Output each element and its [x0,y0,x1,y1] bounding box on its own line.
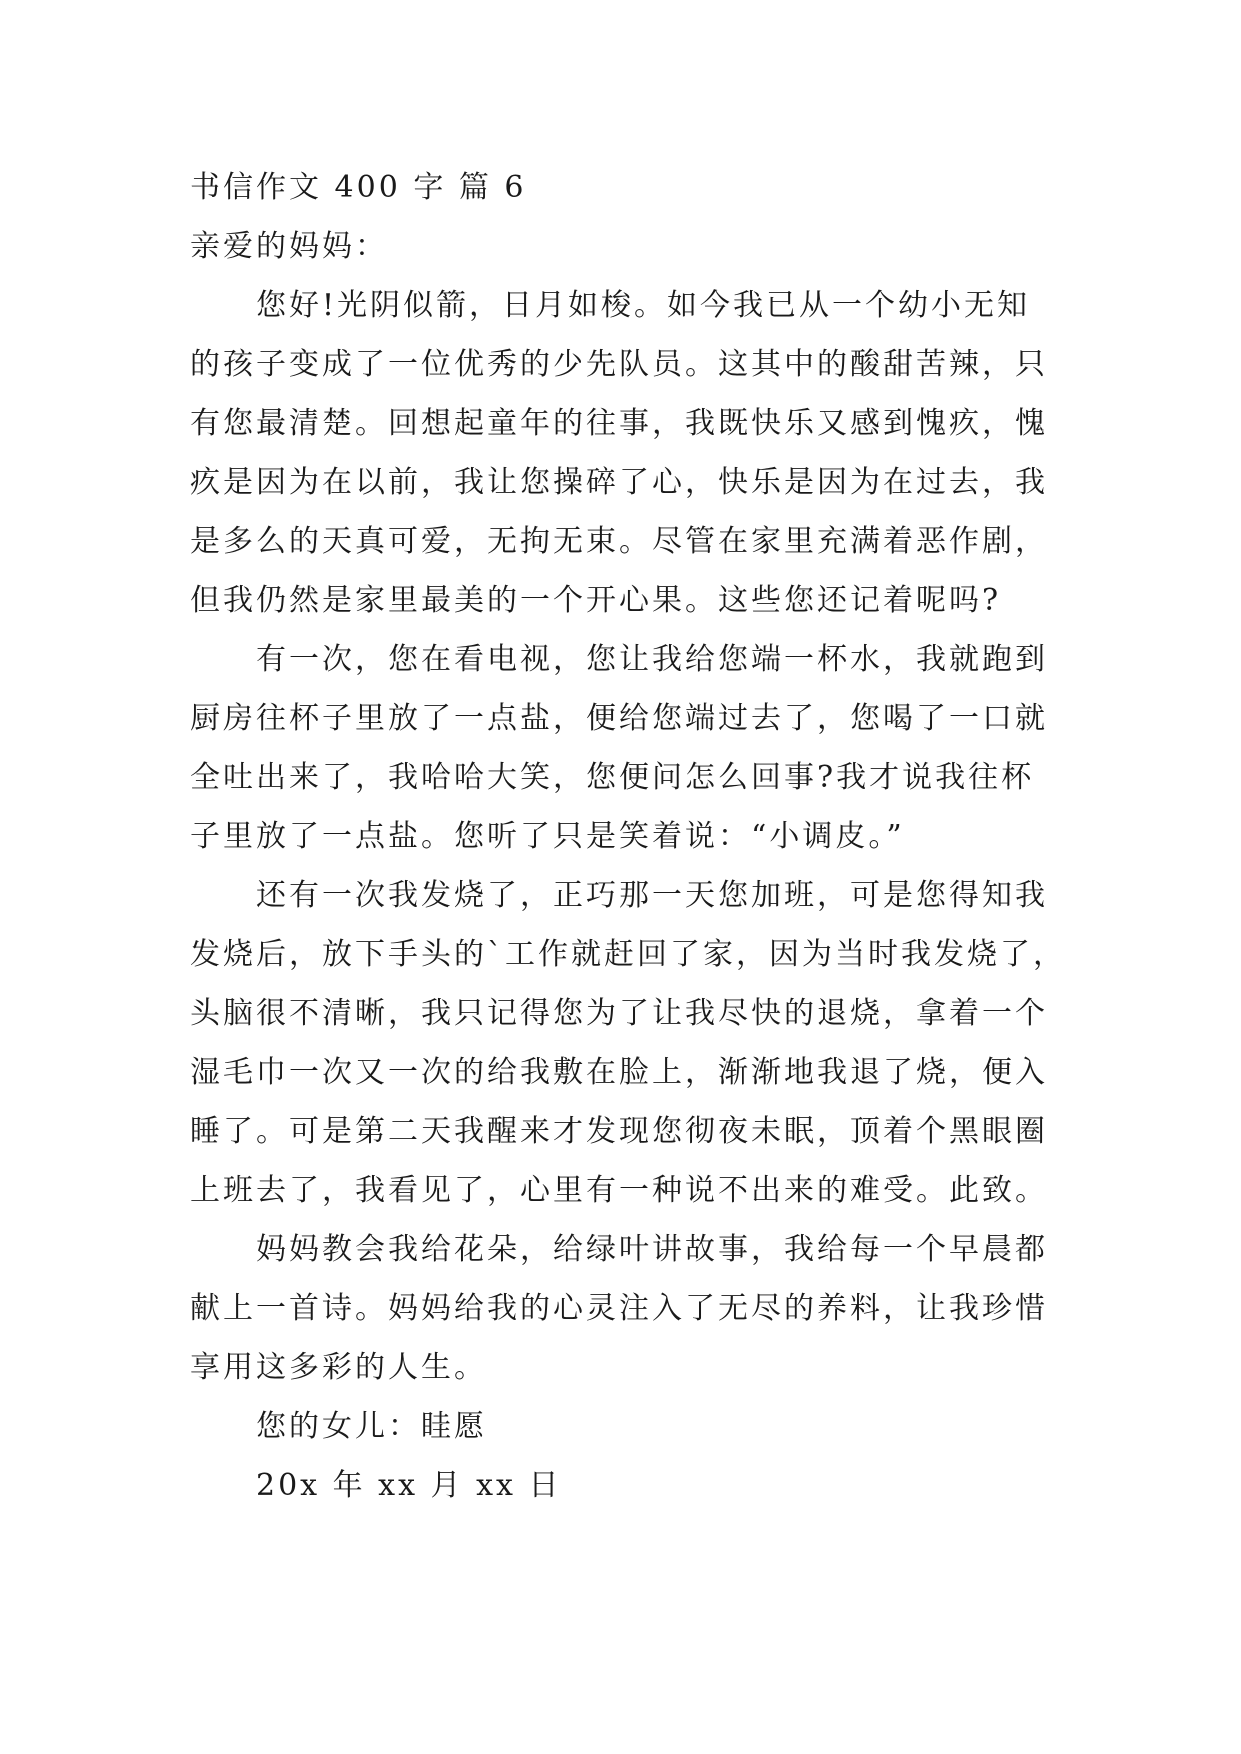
text-line: 发烧后，放下手头的`工作就赶回了家，因为当时我发烧了， [190,937,1066,972]
text-line: 湿毛巾一次又一次的给我敷在脸上，渐渐地我退了烧，便入 [190,1055,1048,1090]
letter-date: 20x 年 xx 月 xx 日 [256,1468,562,1503]
paragraph-4 [190,1220,1060,1397]
text-line: 子里放了一点盐。您听了只是笑着说：“小调皮。” [190,819,905,854]
text-line: 还有一次我发烧了，正巧那一天您加班，可是您得知我 [256,878,1048,913]
text-line: 全吐出来了，我哈哈大笑，您便问怎么回事?我才说我往杯 [190,760,1035,795]
signature: 您的女儿：眭愿 [256,1409,487,1444]
text-line: 享用这多彩的人生。 [190,1350,487,1385]
text-line: 但我仍然是家里最美的一个开心果。这些您还记着呢吗? [190,583,1002,618]
text-line: 睡了。可是第二天我醒来才发现您彻夜未眠，顶着个黑眼圈 [190,1114,1048,1149]
text-line: 妈妈教会我给花朵，给绿叶讲故事，我给每一个早晨都 [256,1232,1048,1267]
text-line: 献上一首诗。妈妈给我的心灵注入了无尽的养料，让我珍惜 [190,1291,1048,1326]
text-line: 您好!光阴似箭，日月如梭。如今我已从一个幼小无知 [256,288,1031,323]
text-line: 上班去了，我看见了，心里有一种说不出来的难受。此致。 [190,1173,1048,1208]
letter-page [190,158,1066,1515]
text-line: 有您最清楚。回想起童年的往事，我既快乐又感到愧疚，愧 [190,406,1048,441]
text-line: 是多么的天真可爱，无拘无束。尽管在家里充满着恶作剧， [190,524,1048,559]
document-title: 书信作文 400 字 篇 6 [190,170,527,205]
paragraph-1 [190,276,1060,630]
text-line: 厨房往杯子里放了一点盐，便给您端过去了，您喝了一口就 [190,701,1048,736]
text-line: 的孩子变成了一位优秀的少先队员。这其中的酸甜苦辣，只 [190,347,1048,382]
paragraph-2 [190,630,1060,866]
text-line: 有一次，您在看电视，您让我给您端一杯水，我就跑到 [256,642,1048,677]
text-line: 疚是因为在以前，我让您操碎了心，快乐是因为在过去，我 [190,465,1048,500]
paragraph-3 [190,866,1066,1220]
salutation: 亲爱的妈妈： [190,229,388,264]
text-line: 头脑很不清晰，我只记得您为了让我尽快的退烧，拿着一个 [190,996,1048,1031]
